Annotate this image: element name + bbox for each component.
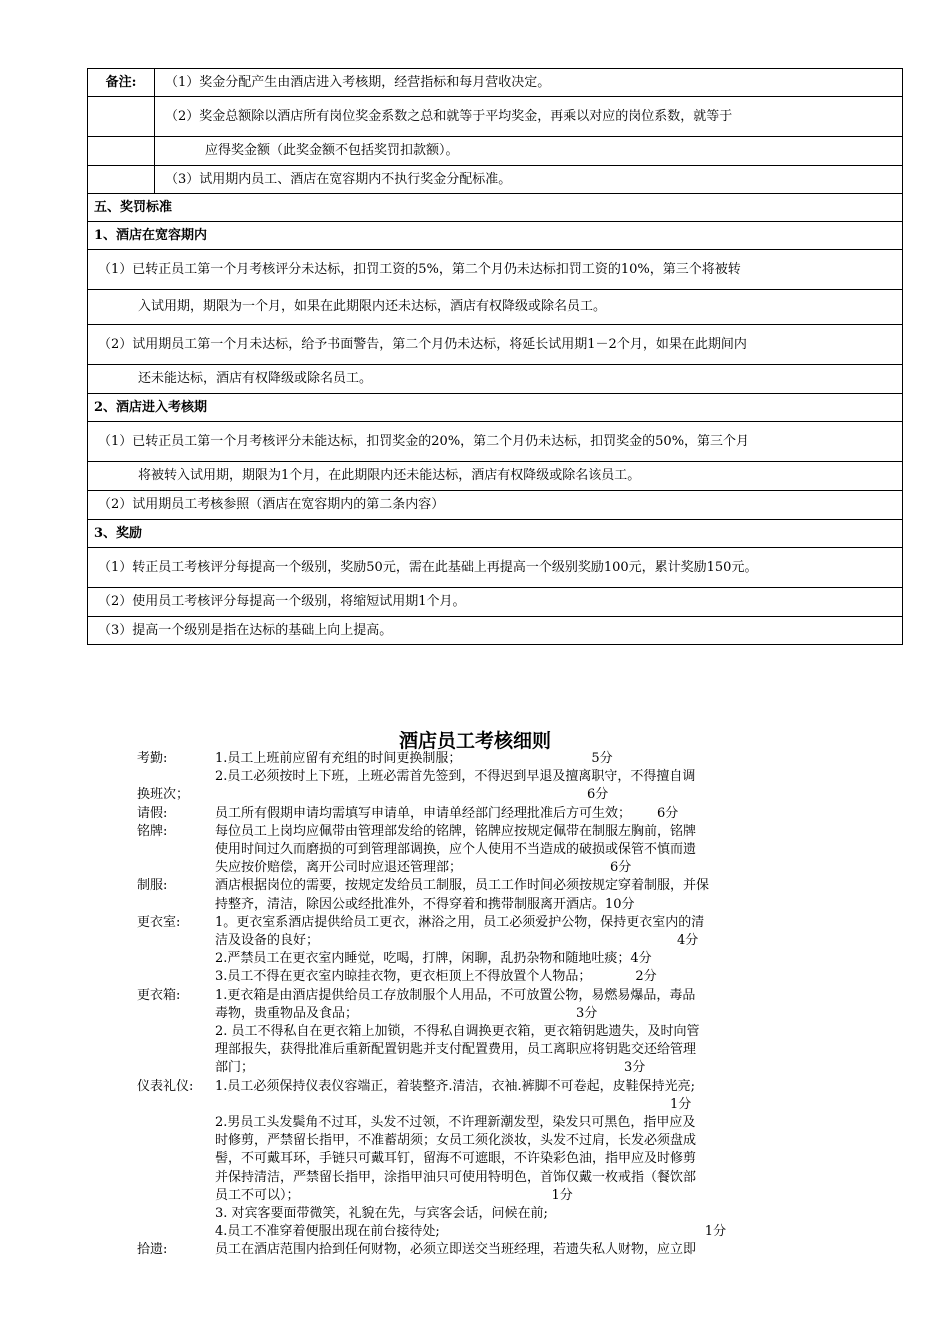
score: 6分 [657, 805, 679, 821]
qingjia-label: 请假: [137, 805, 168, 821]
gengyishi-line-4 [137, 968, 817, 986]
remark-item: （2）奖金总额除以酒店所有岗位奖金系数之总和就等于平均奖金，再乘以对应的岗位系数，就等于 [155, 97, 903, 137]
empty-cell [88, 166, 155, 194]
subsection-heading: 1、酒店在宽容期内 [88, 222, 903, 250]
table-row [88, 290, 903, 325]
mingpai-rule-1: 每位员工上岗均应佩带由管理部发给的铭牌，铭牌应按规定佩带在制服左胸前，铭牌 [215, 823, 697, 839]
rule-item: （2）使用员工考核评分每提高一个级别，将缩短试用期1个月。 [88, 588, 903, 617]
zhifu-rule-1: 酒店根据岗位的需要，按规定发给员工制服，员工工作时间必须按规定穿着制服，并保 [215, 878, 710, 894]
assessment-details [137, 750, 817, 1260]
subsection-heading: 2、酒店进入考核期 [88, 394, 903, 422]
gengyixiang-label: 更衣箱: [137, 987, 181, 1003]
document-title: 酒店员工考核细则 [398, 730, 551, 752]
gengyishi-rule-1: 1。更衣室系酒店提供给员工更衣，淋浴之用，员工必须爱护公物，保持更衣室内的清 [215, 914, 705, 930]
kaoqin-label: 考勤: [137, 751, 168, 766]
table-row [88, 617, 903, 645]
score: 4分 [677, 933, 699, 949]
shiyi-rule-1: 员工在酒店范围内拾到任何财物，必须立即送交当班经理，若遗失私人财物，应立即 [215, 1242, 697, 1258]
score: 3分 [576, 1005, 598, 1021]
gengyixiang-rule-2-b: 理部报失，获得批准后重新配置钥匙并支付配置费用，员工离职应将钥匙交还给管理 [215, 1042, 697, 1058]
gengyixiang-rule-1-end: 毒物，贵重物品及食品； [215, 1005, 359, 1021]
subsection-heading: 3、奖励 [88, 520, 903, 548]
kaoqin-rule-2-end: 换班次； [137, 787, 190, 803]
yibiao-line-1 [137, 1078, 817, 1096]
score: 1分 [670, 1096, 692, 1112]
table-row [88, 462, 903, 491]
kaoqin-line-3 [137, 786, 817, 804]
score: 5分 [591, 751, 613, 766]
score: 1分 [551, 1187, 573, 1203]
zhifu-label: 制服: [137, 878, 168, 894]
yibiao-rule-2-c: 髻，不可戴耳环，手链只可戴耳钉，留海不可遮眼，不许染彩色油，指甲应及时修剪 [215, 1151, 697, 1167]
gengyixiang-line-1 [137, 987, 817, 1005]
mingpai-line-1 [137, 823, 817, 841]
shiyi-line-1 [137, 1241, 817, 1259]
yibiao-rule-2-d: 并保持清洁，严禁留长指甲，涂指甲油只可使用特明色，首饰仅戴一枚戒指（餐饮部 [215, 1169, 697, 1185]
gengyixiang-rule-2: 2. 员工不得私自在更衣箱上加锁，不得私自调换更衣箱，更衣箱钥匙遗失，及时向管 [215, 1024, 700, 1040]
rule-item: 还未能达标，酒店有权降级或除名员工。 [88, 365, 903, 394]
table-row [88, 166, 903, 194]
score: 3分 [624, 1060, 646, 1076]
gengyishi-rule-2: 2.严禁员工在更衣室内睡觉，吃喝，打牌，闲聊，乱扔杂物和随地吐痰；4分 [215, 951, 652, 967]
table-row [88, 394, 903, 422]
yibiao-label: 仪表礼仪: [137, 1078, 194, 1094]
empty-cell [88, 97, 155, 137]
gengyishi-rule-3: 3.员工不得在更衣室内晾挂衣物，更衣柜顶上不得放置个人物品； [215, 969, 592, 985]
rule-item: （1）已转正员工第一个月考核评分未能达标，扣罚奖金的20%，第二个月仍未达标，扣罚奖金的50%，第三个月 [88, 422, 903, 462]
table-row [88, 365, 903, 394]
remarks-label: 备注: [88, 69, 155, 97]
mingpai-rule-2: 使用时间过久而磨损的可到管理部调换，应个人使用不当造成的破损或保管不慎而遗 [215, 842, 697, 858]
remark-item: （1）奖金分配产生由酒店进入考核期，经营指标和每月营收决定。 [155, 69, 903, 97]
mingpai-line-3 [137, 859, 817, 877]
yibiao-line-9 [137, 1223, 817, 1241]
table-row [88, 520, 903, 548]
yibiao-rule-4: 4.员工不准穿着便服出现在前台接待处; [215, 1224, 440, 1240]
gengyishi-label: 更衣室: [137, 914, 181, 930]
mingpai-rule-3: 失应按价赔偿，离开公司时应退还管理部； [215, 860, 463, 876]
yibiao-rule-2-end: 员工不可以）； [215, 1187, 300, 1203]
rule-item: （1）转正员工考核评分每提高一个级别，奖励50元，需在此基础上再提高一个级别奖励100元，累计奖励150元。 [88, 548, 903, 588]
yibiao-rule-3: 3. 对宾客要面带微笑，礼貌在先，与宾客会话，问候在前; [215, 1206, 548, 1222]
gengyixiang-rule-2-end: 部门； [215, 1060, 255, 1076]
table-row [88, 137, 903, 166]
score: 1分 [704, 1224, 727, 1240]
score: 6分 [610, 860, 632, 876]
remark-item: （3）试用期内员工、酒店在宽容期内不执行奖金分配标准。 [155, 166, 903, 194]
rule-item: （3）提高一个级别是指在达标的基础上向上提高。 [88, 617, 903, 645]
rule-item: （2）试用期员工第一个月未达标，给予书面警告，第二个月仍未达标，将延长试用期1－2个月，如果在此期间内 [88, 325, 903, 365]
bonus-rules-table [87, 68, 903, 645]
qingjia-line [137, 805, 817, 823]
rule-item: 入试用期，期限为一个月，如果在此期限内还未达标，酒店有权降级或除名员工。 [88, 290, 903, 325]
table-row [88, 69, 903, 97]
kaoqin-line-1 [137, 750, 817, 768]
yibiao-rule-2-b: 时修剪，严禁留长指甲，不准蓄胡须；女员工须化淡妆，头发不过肩，长发必须盘成 [215, 1133, 697, 1149]
table-row [88, 222, 903, 250]
gengyixiang-rule-1: 1.更衣箱是由酒店提供给员工存放制服个人用品，不可放置公物，易燃易爆品，毒品 [215, 987, 696, 1003]
empty-cell [88, 137, 155, 166]
rule-item: （2）试用期员工考核参照（酒店在宽容期内的第二条内容） [88, 491, 903, 520]
zhifu-rule-2: 持整齐，清洁，除因公或经批准外，不得穿着和携带制服离开酒店。10分 [215, 896, 635, 912]
gengyishi-line-2 [137, 932, 817, 950]
rule-item: （1）已转正员工第一个月考核评分未达标，扣罚工资的5%，第二个月仍未达标扣罚工资的10%，第三个将被转 [88, 250, 903, 290]
gengyishi-line-1 [137, 914, 817, 932]
table-row [88, 97, 903, 137]
mingpai-label: 铭牌: [137, 823, 168, 839]
kaoqin-rule-1: 1.员工上班前应留有充组的时间更换制服； [215, 751, 462, 766]
remark-item: 应得奖金额（此奖金额不包括奖罚扣款额）。 [155, 137, 903, 166]
zhifu-line-1 [137, 877, 817, 895]
table-row [88, 491, 903, 520]
yibiao-rule-2: 2.男员工头发鬓角不过耳，头发不过领，不许理新潮发型，染发只可黑色，指甲应及 [215, 1115, 696, 1131]
kaoqin-rule-2: 2.员工必须按时上下班，上班必需首先签到，不得迟到早退及擅离职守，不得擅自调 [215, 769, 696, 785]
gengyixiang-line-2 [137, 1005, 817, 1023]
table-row [88, 588, 903, 617]
score: 2分 [635, 969, 657, 985]
qingjia-rule: 员工所有假期申请均需填写申请单，申请单经部门经理批准后方可生效； [215, 805, 632, 821]
yibiao-rule-1: 1.员工必须保持仪表仪容端正，着装整齐.清洁，衣袖.裤脚不可卷起，皮鞋保持光亮; [215, 1078, 696, 1094]
gengyishi-rule-1-end: 洁及设备的良好； [215, 933, 320, 949]
table-row [88, 548, 903, 588]
yibiao-line-2 [137, 1096, 817, 1114]
table-row [88, 194, 903, 222]
score: 6分 [587, 787, 609, 803]
table-row [88, 422, 903, 462]
section-heading: 五、奖罚标准 [88, 194, 903, 222]
yibiao-line-7 [137, 1187, 817, 1205]
shiyi-label: 拾遗: [137, 1242, 168, 1258]
table-row [88, 325, 903, 365]
rule-item: 将被转入试用期，期限为1个月，在此期限内还未能达标，酒店有权降级或除名该员工。 [88, 462, 903, 491]
gengyixiang-line-5 [137, 1059, 817, 1077]
table-row [88, 250, 903, 290]
